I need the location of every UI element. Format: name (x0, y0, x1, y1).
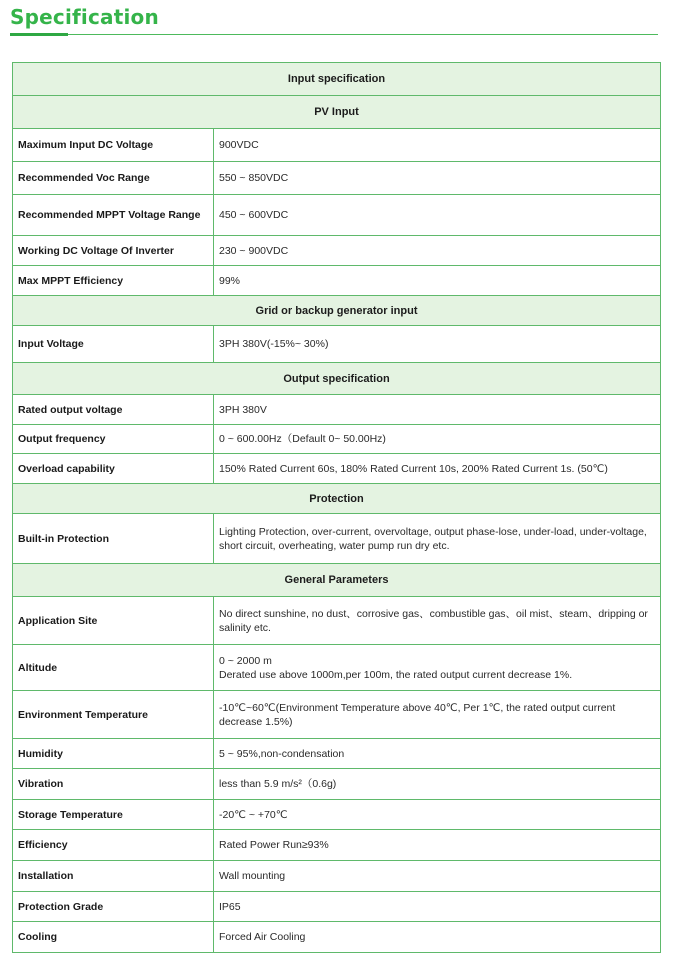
row-label: Rated output voltage (13, 395, 214, 425)
row-value: 150% Rated Current 60s, 180% Rated Current 10s, 200% Rated Current 1s. (50℃) (214, 454, 661, 484)
section-header-input (13, 63, 661, 96)
table-row (13, 739, 661, 769)
section-title: PV Input (13, 96, 661, 129)
row-label: Altitude (13, 645, 214, 691)
row-value: 900VDC (214, 129, 661, 162)
row-label: Humidity (13, 739, 214, 769)
row-value: 450 ~ 600VDC (214, 195, 661, 236)
row-label: Efficiency (13, 830, 214, 861)
row-value: Lighting Protection, over-current, overvoltage, output phase-lose, under-load, under-voltage, short circuit, overheating, water pump run dry etc. (214, 514, 661, 564)
row-value: -10℃~60℃(Environment Temperature above 40℃, Per 1℃, the rated output current decrease 1.5%) (214, 691, 661, 739)
row-value: IP65 (214, 892, 661, 922)
table-row (13, 129, 661, 162)
row-label: Output frequency (13, 425, 214, 454)
row-label: Application Site (13, 597, 214, 645)
row-label: Overload capability (13, 454, 214, 484)
section-title: Input specification (13, 63, 661, 96)
section-header-pv (13, 96, 661, 129)
altitude-range: 0 ~ 2000 m (219, 654, 272, 667)
section-title: Protection (13, 484, 661, 514)
section-title: Output specification (13, 363, 661, 395)
section-header-grid (13, 296, 661, 326)
table-row (13, 800, 661, 830)
row-label: Maximum Input DC Voltage (13, 129, 214, 162)
title-divider-accent (10, 33, 68, 36)
row-value: 3PH 380V(-15%~ 30%) (214, 326, 661, 363)
table-row (13, 645, 661, 691)
row-value: Forced Air Cooling (214, 922, 661, 953)
row-value: less than 5.9 m/s²（0.6g) (214, 769, 661, 800)
table-row (13, 769, 661, 800)
row-value (214, 645, 661, 691)
row-label: Protection Grade (13, 892, 214, 922)
specification-table (12, 62, 661, 953)
section-title: Grid or backup generator input (13, 296, 661, 326)
row-label: Max MPPT Efficiency (13, 266, 214, 296)
table-row (13, 691, 661, 739)
table-row (13, 162, 661, 195)
row-label: Input Voltage (13, 326, 214, 363)
row-value: Wall mounting (214, 861, 661, 892)
page-title: Specification (10, 5, 159, 29)
row-label: Built-in Protection (13, 514, 214, 564)
row-label: Recommended Voc Range (13, 162, 214, 195)
table-row (13, 597, 661, 645)
table-row (13, 395, 661, 425)
row-label: Installation (13, 861, 214, 892)
row-value: 0 ~ 600.00Hz（Default 0~ 50.00Hz) (214, 425, 661, 454)
row-value: 550 ~ 850VDC (214, 162, 661, 195)
table-row (13, 195, 661, 236)
row-label: Recommended MPPT Voltage Range (13, 195, 214, 236)
row-value: 5 ~ 95%,non-condensation (214, 739, 661, 769)
section-title: General Parameters (13, 564, 661, 597)
row-label: Working DC Voltage Of Inverter (13, 236, 214, 266)
table-row (13, 830, 661, 861)
table-row (13, 861, 661, 892)
row-value: 3PH 380V (214, 395, 661, 425)
row-label: Vibration (13, 769, 214, 800)
row-label: Storage Temperature (13, 800, 214, 830)
section-header-output (13, 363, 661, 395)
table-row (13, 922, 661, 953)
row-value: 230 ~ 900VDC (214, 236, 661, 266)
altitude-derating-note: Derated use above 1000m,per 100m, the rated output current decrease 1%. (219, 668, 573, 681)
table-row (13, 326, 661, 363)
section-header-protection (13, 484, 661, 514)
row-label: Cooling (13, 922, 214, 953)
table-row (13, 266, 661, 296)
row-value: No direct sunshine, no dust、corrosive gas、combustible gas、oil mist、steam、dripping or salinity etc. (214, 597, 661, 645)
table-row (13, 454, 661, 484)
row-value: Rated Power Run≥93% (214, 830, 661, 861)
table-row (13, 514, 661, 564)
row-label: Environment Temperature (13, 691, 214, 739)
row-value: -20℃ ~ +70℃ (214, 800, 661, 830)
table-row (13, 425, 661, 454)
title-divider (10, 34, 658, 35)
row-value: 99% (214, 266, 661, 296)
table-row (13, 236, 661, 266)
section-header-general (13, 564, 661, 597)
table-row (13, 892, 661, 922)
